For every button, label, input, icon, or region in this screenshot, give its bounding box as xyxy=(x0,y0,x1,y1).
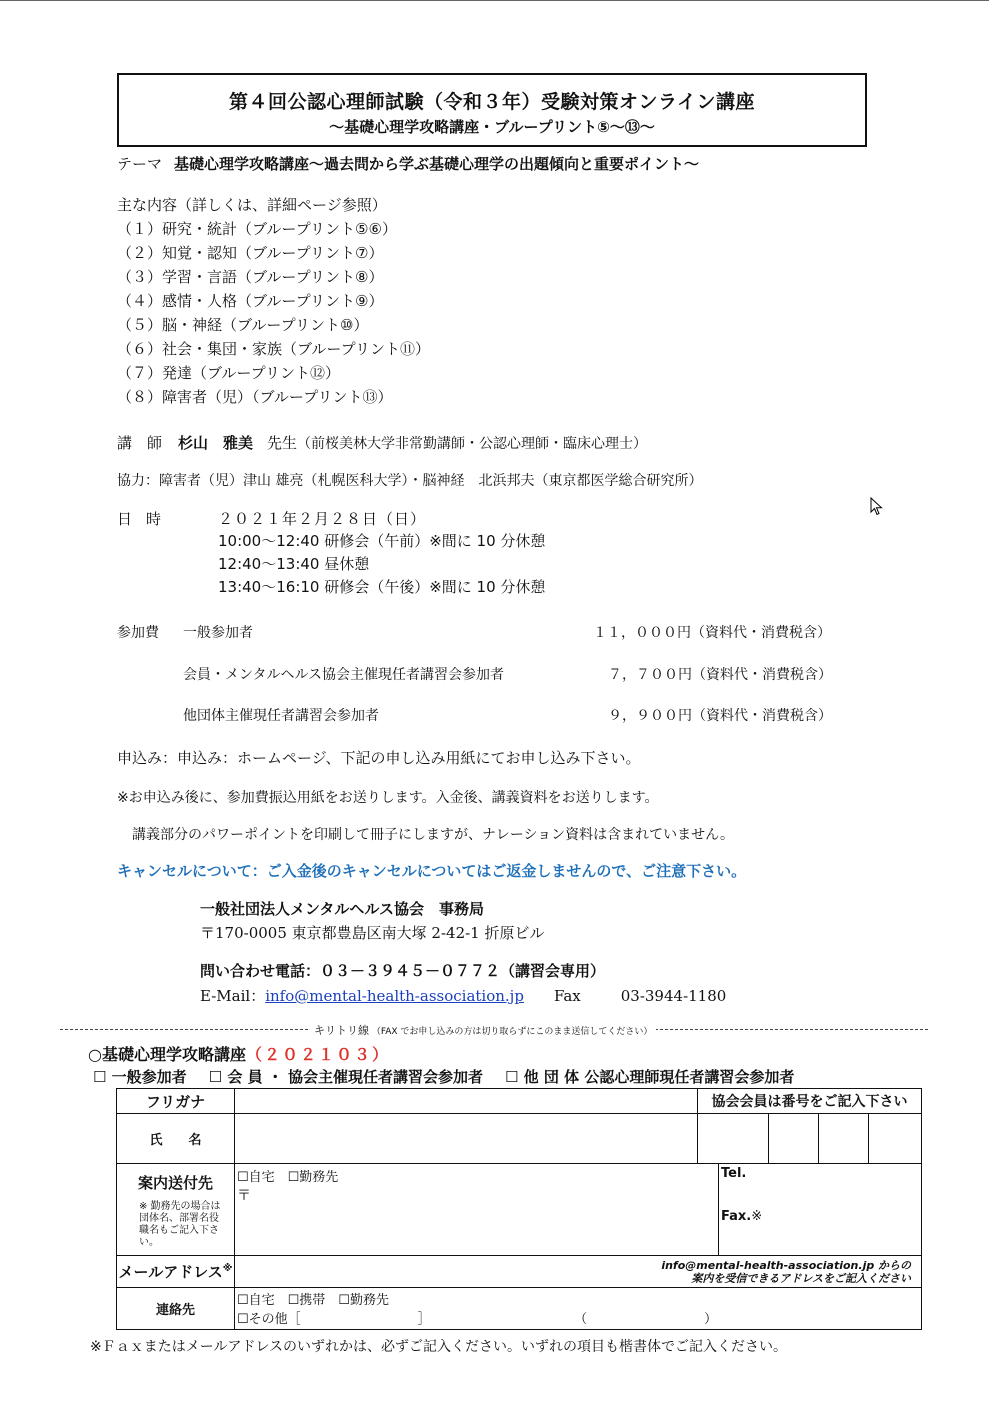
category-checkbox-other[interactable]: ☐ 他 団 体 公認心理師現任者講習会参加者 xyxy=(505,1068,795,1086)
fax-field xyxy=(721,1209,921,1224)
cut-line xyxy=(60,1022,928,1036)
fee-price: ９，９００円（資料代・消費税含） xyxy=(608,708,832,724)
fee-name: 一般参加者 xyxy=(183,625,253,641)
page-top-border xyxy=(0,0,989,1)
contents-heading: 主な内容（詳しくは、詳細ページ参照） xyxy=(117,196,387,214)
list-item: （８）障害者（児）（ブループリント⑬） xyxy=(117,388,393,406)
theme-text: 基礎心理学攻略講座～過去問から学ぶ基礎心理学の出題傾向と重要ポイント～ xyxy=(174,155,700,173)
lecturer-line xyxy=(117,432,647,453)
fee-price: １１，０００円（資料代・消費税含） xyxy=(593,625,831,641)
bottom-note: ※Ｆａｘまたはメールアドレスのいずれかは、必ずご記入ください。いずれの項目も楷書体でご記入ください。 xyxy=(90,1339,788,1355)
fee-name: 他団体主催現任者講習会参加者 xyxy=(183,708,379,724)
member-number-box[interactable] xyxy=(819,1114,869,1164)
theme-label: テーマ xyxy=(117,155,163,173)
list-item: （４）感情・人格（ブループリント⑨） xyxy=(117,292,384,310)
name-input[interactable] xyxy=(235,1114,698,1164)
category-checkbox-general[interactable]: ☐ 一般参加者 xyxy=(93,1068,187,1086)
list-item: （２）知覚・認知（ブループリント⑦） xyxy=(117,244,384,262)
theme-line xyxy=(117,153,699,174)
cooperation-line: 協力：障害者（児）津山 雄亮（札幌医科大学）・脳神経 北浜邦夫（東京都医学総合研究所） xyxy=(117,473,703,489)
cut-line-label: キリトリ線 （FAX でお申し込みの方は切り取らずにこのまま送信してください） xyxy=(310,1022,656,1038)
list-item: （１）研究・統計（ブループリント⑤⑥） xyxy=(117,220,397,238)
mouse-cursor-icon xyxy=(870,497,884,517)
title-box xyxy=(117,73,867,147)
category-checkbox-member[interactable]: ☐ 会 員 ・ 協会主催現任者講習会参加者 xyxy=(208,1068,484,1086)
send-options[interactable]: ☐自宅 ☐勤務先 xyxy=(237,1170,339,1185)
note-materials: 講義部分のパワーポイントを印刷して冊子にしますが、ナレーション資料は含まれていません。 xyxy=(132,827,734,843)
lecturer-honorific: 先生 xyxy=(267,434,298,452)
note-payment: ※お申込み後に、参加費振込用紙をお送りします。入金後、講義資料をお送りします。 xyxy=(117,790,659,806)
member-note: 協会会員は番号をご記入下さい xyxy=(698,1089,922,1114)
contact-input[interactable] xyxy=(235,1288,922,1330)
email-mark: ※ xyxy=(222,1263,233,1274)
email-label: E-Mail： xyxy=(200,987,266,1005)
email-fax-row xyxy=(200,985,726,1006)
lecturer-name: 杉山 雅美 xyxy=(178,434,254,452)
fax-label: Fax xyxy=(553,987,581,1005)
org-address: 〒170-0005 東京都豊島区南大塚 2-42-1 折原ビル xyxy=(200,924,545,942)
schedule-sessions xyxy=(218,530,545,599)
contact-other[interactable]: ☐その他［ ］ （ ） xyxy=(237,1312,718,1327)
schedule-label: 日時 xyxy=(117,510,176,528)
email-input[interactable] xyxy=(235,1256,922,1288)
org-name: 一般社団法人メンタルヘルス協会 事務局 xyxy=(200,900,484,918)
tel-label: Tel. xyxy=(721,1166,747,1181)
cancel-policy: キャンセルについて：ご入金後のキャンセルについてはご返金しませんので、ご注意下さい。 xyxy=(117,862,747,880)
furigana-label: フリガナ xyxy=(117,1089,235,1114)
send-label: 案内送付先 xyxy=(137,1174,213,1192)
org-tel: 問い合わせ電話：０３－３９４５－０７７２（講習会専用） xyxy=(200,962,606,980)
fee-label: 参加費 xyxy=(117,625,159,641)
tel-fax-cell[interactable] xyxy=(719,1164,922,1256)
fax-mark: ※ xyxy=(751,1209,763,1224)
fee-name: 会員・メンタルヘルス協会主催現任者講習会参加者 xyxy=(183,667,505,683)
page-subtitle: ～基礎心理学攻略講座・ブループリント⑤～⑬～ xyxy=(329,118,655,136)
member-number-box[interactable] xyxy=(698,1114,769,1164)
category-options xyxy=(93,1066,794,1087)
page-title: 第４回公認心理師試験（令和３年）受験対策オンライン講座 xyxy=(229,91,755,113)
fax-number: 03-3944-1180 xyxy=(620,987,727,1005)
contact-options[interactable]: ☐自宅 ☐携帯 ☐勤務先 xyxy=(237,1293,389,1308)
application-form-table xyxy=(116,1088,922,1330)
email-link[interactable]: info@mental-health-association.jp xyxy=(265,987,524,1005)
schedule-session: 10:00～12:40 研修会（午前）※間に 10 分休憩 xyxy=(218,532,546,550)
fee-price: ７，７００円（資料代・消費税含） xyxy=(608,667,832,683)
postal-mark: 〒 xyxy=(237,1188,251,1204)
member-number-box[interactable] xyxy=(869,1114,922,1164)
form-title: ○基礎心理学攻略講座（２０２１０３） xyxy=(88,1045,390,1064)
send-label-cell xyxy=(117,1164,235,1256)
furigana-input[interactable] xyxy=(235,1089,698,1114)
lecturer-affiliation: （前桜美林大学非常勤講師・公認心理師・臨床心理士） xyxy=(297,436,648,452)
email-note: 案内を受信できるアドレスをご記入ください xyxy=(691,1271,912,1285)
member-number-box[interactable] xyxy=(769,1114,819,1164)
fax-label: Fax. xyxy=(721,1209,752,1224)
email-label: メールアドレス xyxy=(118,1263,223,1281)
lecturer-label: 講 師 xyxy=(117,434,163,452)
form-code: （２０２１０３） xyxy=(245,1045,390,1064)
name-label: 氏 名 xyxy=(117,1114,235,1164)
contact-label: 連絡先 xyxy=(117,1288,235,1330)
list-item: （３）学習・言語（ブループリント⑧） xyxy=(117,268,384,286)
schedule-session: 12:40～13:40 昼休憩 xyxy=(218,555,370,573)
list-item: （７）発達（ブループリント⑫） xyxy=(117,364,341,382)
list-item: （５）脳・神経（ブループリント⑩） xyxy=(117,316,369,334)
send-note: ※ 勤務先の場合は団体名、部署名役職名もご記入下さい。 xyxy=(139,1201,221,1248)
list-item: （６）社会・集団・家族（ブループリント⑪） xyxy=(117,340,431,358)
schedule-date: ２０２１年２月２８日（日） xyxy=(218,510,427,528)
application-line: 申込み：申込み：ホームページ、下記の申し込み用紙にてお申し込み下さい。 xyxy=(117,749,641,767)
email-note: info@mental-health-association.jp からの xyxy=(661,1258,912,1272)
schedule-session: 13:40～16:10 研修会（午後）※間に 10 分休憩 xyxy=(218,578,546,596)
send-address-input[interactable] xyxy=(235,1164,719,1256)
contents-list xyxy=(117,217,430,409)
email-label-cell xyxy=(117,1256,235,1288)
